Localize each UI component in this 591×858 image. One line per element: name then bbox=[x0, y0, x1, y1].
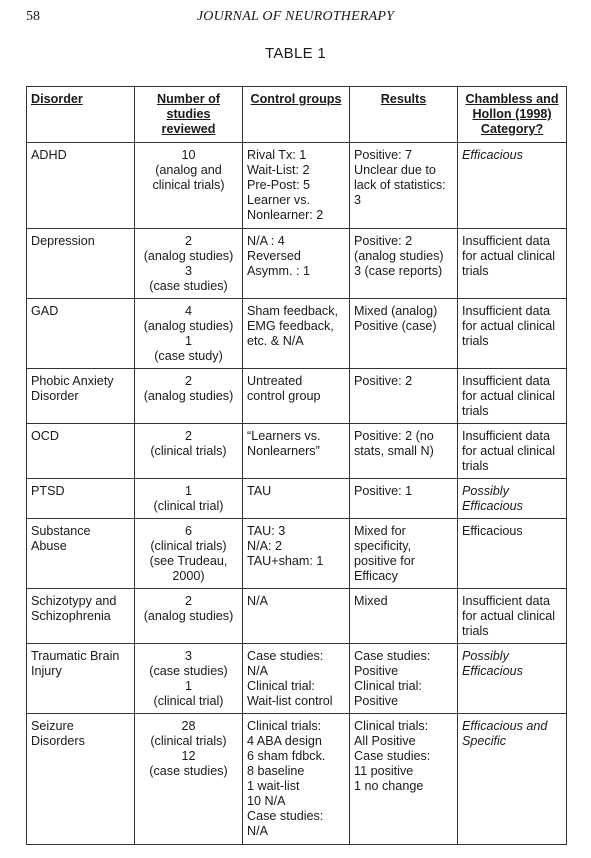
header-disorder bbox=[27, 87, 135, 143]
table-row bbox=[27, 229, 567, 299]
studies-text: 12 bbox=[181, 749, 196, 763]
cell-results bbox=[350, 299, 458, 369]
results-text: Mixed for bbox=[354, 524, 406, 538]
control-text: Asymm. : 1 bbox=[247, 264, 310, 278]
cell-results bbox=[350, 479, 458, 519]
results-text: Positive: 2 (no bbox=[354, 429, 434, 443]
results-text: Case studies: bbox=[354, 749, 431, 763]
studies-text: (see Trudeau, bbox=[149, 554, 228, 568]
results-text: positive for bbox=[354, 554, 415, 568]
cell-category bbox=[458, 229, 567, 299]
cell-studies bbox=[135, 589, 243, 644]
header-category-line: Chambless and bbox=[465, 92, 559, 106]
results-text: Efficacy bbox=[354, 569, 398, 583]
category-text: Efficacious bbox=[462, 499, 523, 513]
control-text: N/A bbox=[247, 594, 268, 608]
cell-category bbox=[458, 519, 567, 589]
studies-text: 1 bbox=[184, 334, 192, 348]
header-results-label: Results bbox=[380, 92, 427, 106]
cell-control bbox=[243, 479, 350, 519]
cell-studies bbox=[135, 644, 243, 714]
running-head bbox=[26, 9, 565, 29]
control-text: Learner vs. bbox=[247, 193, 310, 207]
cell-control bbox=[243, 143, 350, 229]
header-studies-line: studies bbox=[166, 107, 211, 121]
results-text: Positive bbox=[354, 664, 399, 678]
control-text: Pre-Post: 5 bbox=[247, 178, 310, 192]
cell-results bbox=[350, 519, 458, 589]
results-text: Positive (case) bbox=[354, 319, 437, 333]
studies-text: 10 bbox=[181, 148, 196, 162]
studies-text: 6 bbox=[184, 524, 192, 538]
results-text: Unclear due to bbox=[354, 163, 436, 177]
header-control bbox=[243, 87, 350, 143]
results-text: 1 no change bbox=[354, 779, 424, 793]
cell-studies bbox=[135, 424, 243, 479]
studies-text: (case study) bbox=[154, 349, 223, 363]
category-text: trials bbox=[462, 459, 489, 473]
studies-text: (analog and bbox=[155, 163, 222, 177]
cell-disorder bbox=[27, 644, 135, 714]
control-text: 10 N/A bbox=[247, 794, 286, 808]
category-text: Insufficient data bbox=[462, 429, 550, 443]
results-text: Positive: 2 bbox=[354, 374, 413, 388]
cell-results bbox=[350, 589, 458, 644]
results-text: lack of statistics: bbox=[354, 178, 446, 192]
header-disorder-label: Disorder bbox=[31, 92, 83, 106]
cell-disorder bbox=[27, 589, 135, 644]
cell-studies bbox=[135, 479, 243, 519]
control-text: Clinical trials: bbox=[247, 719, 322, 733]
studies-text: (analog studies) bbox=[143, 249, 234, 263]
category-text: for actual clinical bbox=[462, 444, 556, 458]
category-text: Insufficient data bbox=[462, 374, 550, 388]
control-text: EMG feedback, bbox=[247, 319, 334, 333]
cell-control bbox=[243, 424, 350, 479]
cell-results bbox=[350, 143, 458, 229]
header-category-line: Category? bbox=[480, 122, 544, 136]
header-studies-line: Number of bbox=[157, 92, 220, 106]
results-text: Positive bbox=[354, 694, 399, 708]
results-text: stats, small N) bbox=[354, 444, 434, 458]
control-text: 1 wait-list bbox=[247, 779, 300, 793]
control-text: 4 ABA design bbox=[247, 734, 322, 748]
studies-text: 2000) bbox=[172, 569, 205, 583]
control-text: N/A: 2 bbox=[247, 539, 282, 553]
studies-text: clinical trials) bbox=[152, 178, 225, 192]
category-text: Insufficient data bbox=[462, 304, 550, 318]
control-text: Wait-List: 2 bbox=[247, 163, 310, 177]
studies-text: 3 bbox=[184, 649, 192, 663]
category-text: Efficacious bbox=[462, 148, 523, 162]
studies-text: (clinical trials) bbox=[150, 444, 227, 458]
journal-title: JOURNAL OF NEUROTHERAPY bbox=[196, 9, 395, 24]
results-text: Positive: 2 bbox=[354, 234, 413, 248]
studies-text: 2 bbox=[184, 374, 192, 388]
category-text: Efficacious and bbox=[462, 719, 548, 733]
cell-control bbox=[243, 369, 350, 424]
studies-text: (analog studies) bbox=[143, 389, 234, 403]
category-text: for actual clinical bbox=[462, 609, 556, 623]
cell-control bbox=[243, 519, 350, 589]
studies-text: (case studies) bbox=[149, 664, 228, 678]
results-text: Positive: 1 bbox=[354, 484, 413, 498]
category-text: Insufficient data bbox=[462, 234, 550, 248]
cell-disorder bbox=[27, 479, 135, 519]
results-text: Positive: 7 bbox=[354, 148, 413, 162]
table-row bbox=[27, 714, 567, 845]
cell-disorder bbox=[27, 143, 135, 229]
control-text: etc. & N/A bbox=[247, 334, 304, 348]
control-text: N/A bbox=[247, 824, 268, 838]
table-row bbox=[27, 479, 567, 519]
disorder-text: ADHD bbox=[31, 148, 67, 162]
control-text: N/A : 4 bbox=[247, 234, 285, 248]
category-text: Specific bbox=[462, 734, 507, 748]
studies-text: 2 bbox=[184, 234, 192, 248]
control-text: N/A bbox=[247, 664, 268, 678]
cell-control bbox=[243, 299, 350, 369]
cell-category bbox=[458, 714, 567, 845]
studies-text: 28 bbox=[181, 719, 196, 733]
studies-text: 1 bbox=[184, 484, 192, 498]
results-text: Mixed bbox=[354, 594, 388, 608]
control-text: Case studies: bbox=[247, 649, 324, 663]
header-category-line: Hollon (1998) bbox=[472, 107, 552, 121]
results-text: Clinical trial: bbox=[354, 679, 422, 693]
studies-text: (clinical trial) bbox=[153, 499, 224, 513]
page-number: 58 bbox=[26, 9, 40, 24]
studies-text: (analog studies) bbox=[143, 319, 234, 333]
disorder-text: Phobic Anxiety bbox=[31, 374, 114, 388]
control-text: Clinical trial: bbox=[247, 679, 315, 693]
header-studies-line: reviewed bbox=[161, 122, 216, 136]
control-text: Reversed bbox=[247, 249, 301, 263]
control-text: Nonlearners” bbox=[247, 444, 320, 458]
cell-results bbox=[350, 424, 458, 479]
studies-text: 3 bbox=[184, 264, 192, 278]
category-text: trials bbox=[462, 334, 489, 348]
cell-category bbox=[458, 143, 567, 229]
results-text: 11 positive bbox=[354, 764, 414, 778]
data-table bbox=[26, 86, 567, 845]
studies-text: (clinical trials) bbox=[150, 539, 227, 553]
table-row bbox=[27, 143, 567, 229]
disorder-text: OCD bbox=[31, 429, 59, 443]
disorder-text: Disorder bbox=[31, 389, 79, 403]
control-text: Wait-list control bbox=[247, 694, 333, 708]
category-text: Possibly bbox=[462, 484, 509, 498]
cell-studies bbox=[135, 229, 243, 299]
disorder-text: Schizophrenia bbox=[31, 609, 111, 623]
category-text: for actual clinical bbox=[462, 319, 556, 333]
cell-disorder bbox=[27, 424, 135, 479]
control-text: “Learners vs. bbox=[247, 429, 321, 443]
cell-category bbox=[458, 479, 567, 519]
category-text: trials bbox=[462, 264, 489, 278]
cell-disorder bbox=[27, 299, 135, 369]
cell-control bbox=[243, 644, 350, 714]
cell-studies bbox=[135, 714, 243, 845]
table-row bbox=[27, 424, 567, 479]
results-text: Clinical trials: bbox=[354, 719, 429, 733]
studies-text: (clinical trial) bbox=[153, 694, 224, 708]
cell-results bbox=[350, 369, 458, 424]
cell-disorder bbox=[27, 229, 135, 299]
disorder-text: Injury bbox=[31, 664, 62, 678]
control-text: Rival Tx: 1 bbox=[247, 148, 307, 162]
control-text: TAU+sham: 1 bbox=[247, 554, 324, 568]
cell-disorder bbox=[27, 714, 135, 845]
control-text: Sham feedback, bbox=[247, 304, 339, 318]
cell-studies bbox=[135, 519, 243, 589]
results-text: All Positive bbox=[354, 734, 416, 748]
table-row bbox=[27, 589, 567, 644]
cell-category bbox=[458, 589, 567, 644]
cell-control bbox=[243, 229, 350, 299]
cell-studies bbox=[135, 369, 243, 424]
category-text: Efficacious bbox=[462, 524, 523, 538]
studies-text: 2 bbox=[184, 594, 192, 608]
studies-text: (case studies) bbox=[149, 279, 228, 293]
results-text: specificity, bbox=[354, 539, 412, 553]
cell-category bbox=[458, 424, 567, 479]
control-text: Untreated bbox=[247, 374, 303, 388]
control-text: TAU bbox=[247, 484, 272, 498]
cell-studies bbox=[135, 299, 243, 369]
cell-category bbox=[458, 299, 567, 369]
results-text: Case studies: bbox=[354, 649, 431, 663]
table-row bbox=[27, 369, 567, 424]
cell-results bbox=[350, 644, 458, 714]
studies-text: (clinical trials) bbox=[150, 734, 227, 748]
header-category bbox=[458, 87, 567, 143]
cell-disorder bbox=[27, 369, 135, 424]
table-row bbox=[27, 519, 567, 589]
control-text: Nonlearner: 2 bbox=[247, 208, 324, 222]
table-header-row bbox=[27, 87, 567, 143]
header-results bbox=[350, 87, 458, 143]
cell-control bbox=[243, 714, 350, 845]
studies-text: (analog studies) bbox=[143, 609, 234, 623]
studies-text: 2 bbox=[184, 429, 192, 443]
table-row bbox=[27, 644, 567, 714]
disorder-text: GAD bbox=[31, 304, 59, 318]
control-text: control group bbox=[247, 389, 321, 403]
category-text: trials bbox=[462, 624, 489, 638]
cell-disorder bbox=[27, 519, 135, 589]
table-body bbox=[27, 143, 567, 845]
disorder-text: Abuse bbox=[31, 539, 67, 553]
disorder-text: Schizotypy and bbox=[31, 594, 117, 608]
cell-category bbox=[458, 369, 567, 424]
cell-results bbox=[350, 229, 458, 299]
category-text: trials bbox=[462, 404, 489, 418]
control-text: Case studies: bbox=[247, 809, 324, 823]
category-text: Insufficient data bbox=[462, 594, 550, 608]
disorder-text: Depression bbox=[31, 234, 95, 248]
studies-text: 1 bbox=[184, 679, 192, 693]
disorder-text: Traumatic Brain bbox=[31, 649, 120, 663]
studies-text: (case studies) bbox=[149, 764, 228, 778]
table-row bbox=[27, 299, 567, 369]
cell-control bbox=[243, 589, 350, 644]
header-control-label: Control groups bbox=[250, 92, 342, 106]
control-text: 8 baseline bbox=[247, 764, 305, 778]
header-studies bbox=[135, 87, 243, 143]
category-text: Possibly bbox=[462, 649, 509, 663]
cell-category bbox=[458, 644, 567, 714]
disorder-text: PTSD bbox=[31, 484, 65, 498]
results-text: 3 bbox=[354, 193, 362, 207]
disorder-text: Substance bbox=[31, 524, 91, 538]
results-text: (analog studies) bbox=[354, 249, 444, 263]
studies-text: 4 bbox=[184, 304, 192, 318]
category-text: for actual clinical bbox=[462, 389, 556, 403]
control-text: 6 sham fdbck. bbox=[247, 749, 326, 763]
results-text: 3 (case reports) bbox=[354, 264, 443, 278]
table-caption: TABLE 1 bbox=[264, 45, 327, 62]
results-text: Mixed (analog) bbox=[354, 304, 438, 318]
category-text: Efficacious bbox=[462, 664, 523, 678]
control-text: TAU: 3 bbox=[247, 524, 286, 538]
category-text: for actual clinical bbox=[462, 249, 556, 263]
cell-studies bbox=[135, 143, 243, 229]
disorder-text: Seizure bbox=[31, 719, 74, 733]
cell-results bbox=[350, 714, 458, 845]
disorder-text: Disorders bbox=[31, 734, 85, 748]
